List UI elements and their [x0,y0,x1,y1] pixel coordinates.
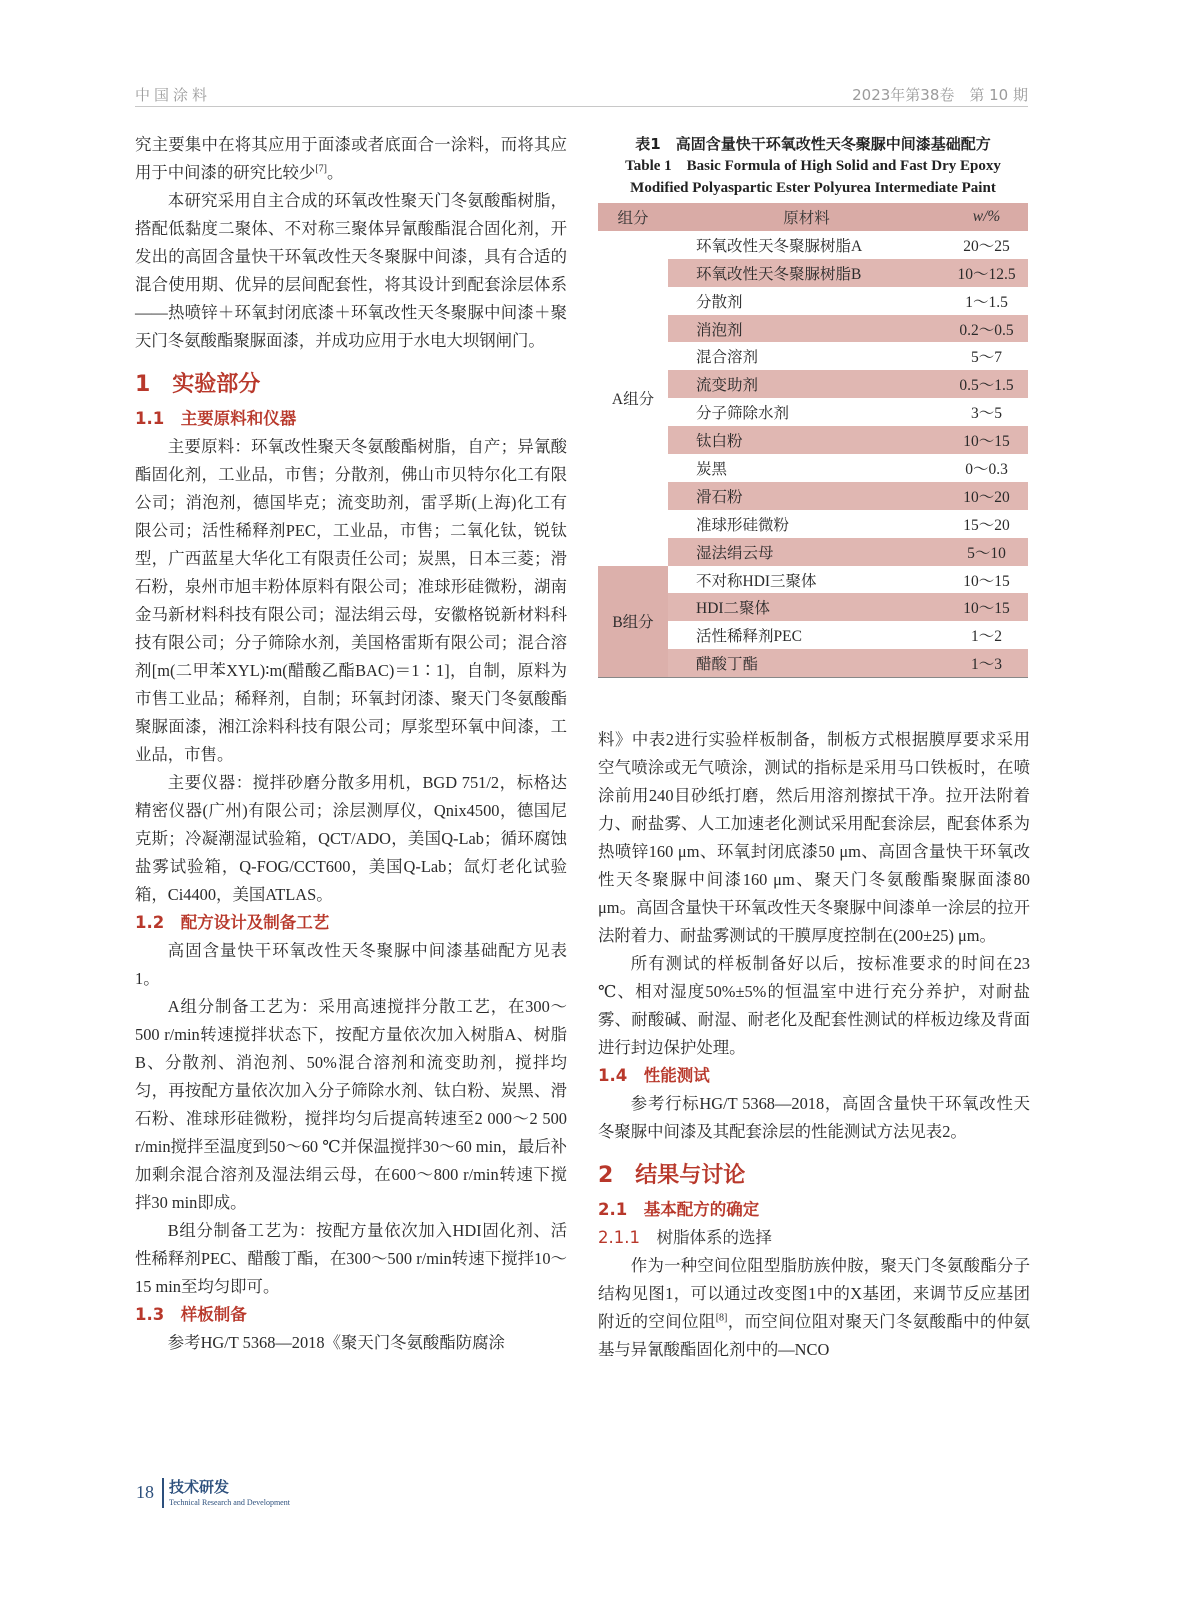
material-cell: 分子筛除水剂 [696,405,790,423]
percent-cell: 3～5 [971,405,1003,423]
material-cell: 醋酸丁酯 [668,649,945,677]
paragraph: 主要原料：环氧改性聚天冬氨酸酯树脂，自产；异氰酸酯固化剂，工业品，市售；分散剂，佛山市贝特尔化工有限公司；消泡剂，德国毕克；流变助剂，雷孚斯(上海)化工有限公司；活性稀释剂PEC，工业品，市售；二氧化钛，锐钛型，广西蓝星大华化工有限责任公司；炭黑，日本三菱；滑石粉，泉州市旭丰粉体原料有限公司；准球形硅微粉，湖南金马新材料科技有限公司；湿法绢云母，安徽格锐新材料科技有限公司；分子筛除水剂，美国格雷斯有限公司；混合溶剂[m(二甲苯XYL)∶m(醋酸乙酯BAC)＝1∶1]，自制，原料为市售工业品；稀释剂，自制；环氧封闭漆、聚天门冬氨酸酯聚脲面漆，湘江涂料科技有限公司；厚浆型环氧中间漆，工业品，市售。 [135,437,567,764]
subsection-heading: 1.1 主要原料和仪器 [135,409,297,428]
percent-cell: 1～2 [971,628,1003,646]
issue-info: 2023年第38卷 第 10 期 [852,86,1028,104]
footer-bar [162,1478,164,1508]
subsection-heading: 1.2 配方设计及制备工艺 [135,913,330,932]
footer-section-en: Technical Research and Development [169,1498,290,1507]
material-cell: 湿法绢云母 [668,538,945,566]
material-cell: 准球形硅微粉 [696,516,790,534]
right-column [598,726,1030,1364]
percent-cell: 1～3 [945,649,1028,677]
paragraph: A组分制备工艺为：采用高速搅拌分散工艺，在300～500 r/min转速搅拌状态下，按配方量依次加入树脂A、树脂B、分散剂、消泡剂、50%混合溶剂和流变助剂，搅拌均匀，再按配方量依次加入分子筛除水剂、钛白粉、炭黑、滑石粉、准球形硅微粉，搅拌均匀后提高转速至2 000～2 500 r/min搅拌至温度到50～60 ℃并保温搅拌30～60 min，最后补加剩余混合溶剂及湿法绢云母，在600～800 r/min转速下搅拌30 min即成。 [135,997,567,1212]
section-heading: 1 实验部分 [135,372,261,397]
percent-cell: 0.5～1.5 [945,370,1028,398]
material-cell: 钛白粉 [668,426,945,454]
formula-table [598,203,1028,678]
material-cell: 环氧改性天冬聚脲树脂A [696,237,863,255]
subsection-heading: 2.1 基本配方的确定 [598,1200,760,1220]
material-cell: 环氧改性天冬聚脲树脂B [668,259,945,287]
material-cell: 流变助剂 [668,370,945,398]
subsection-heading: 1.3 样板制备 [135,1305,247,1324]
group-cell: B组分 [598,566,668,678]
footer-section: 技术研发 [169,1478,230,1496]
page-number: 18 [136,1482,154,1502]
paragraph: 本研究采用自主合成的环氧改性聚天门冬氨酸酯树脂，搭配低黏度二聚体、不对称三聚体异氰酸酯混合固化剂，开发出的高固含量快干环氧改性天冬聚脲中间漆，具有合适的混合使用期、优异的层间配套性，将其设计到配套涂层体系——热喷锌＋环氧封闭底漆＋环氧改性天冬聚脲中间漆＋聚天门冬氨酸酯聚脲面漆，并成功应用于水电大坝钢闸门。 [135,191,567,350]
journal-name: 中国涂料 [135,86,212,104]
percent-cell: 1～1.5 [965,293,1008,311]
material-cell: 不对称HDI三聚体 [696,572,817,590]
subsubsection-heading: 2.1.1 树脂体系的选择 [598,1228,772,1248]
paragraph: 作为一种空间位阻型脂肪族仲胺，聚天门冬氨酸酯分子结构见图1，可以通过改变图1中的X基团，来调节反应基团附近的空间位阻[8]，而空间位阻对聚天门冬氨酸酯中的仲氨基与异氰酸酯固化剂中的—NCO [598,1256,1031,1360]
percent-cell: 10～12.5 [945,259,1028,287]
section-heading: 2 结果与讨论 [598,1163,746,1189]
table-header-row: 组分 原材料 w/% [598,203,1028,231]
material-cell: 分散剂 [696,293,743,311]
material-cell: HDI二聚体 [668,593,945,621]
table-row [598,231,1028,259]
paragraph: 所有测试的样板制备好以后，按标准要求的时间在23 ℃、相对湿度50%±5%的恒温室中进行充分养护，对耐盐雾、耐酸碱、耐湿、耐老化及配套性测试的样板边缘及背面进行封边保护处理。 [598,954,1030,1058]
percent-cell: 10～15 [945,593,1028,621]
material-cell: 活性稀释剂PEC [696,628,802,646]
material-cell: 混合溶剂 [696,349,759,367]
paragraph: B组分制备工艺为：按配方量依次加入HDI固化剂、活性稀释剂PEC、醋酸丁酯，在300～500 r/min转速下搅拌10～15 min至均匀即可。 [135,1221,567,1296]
paragraph: 参考HG/T 5368—2018《聚天门冬氨酸酯防腐涂 [167,1333,505,1352]
group-cell: A组分 [611,391,655,409]
percent-cell: 10～15 [963,572,1010,590]
material-cell: 炭黑 [696,460,728,478]
left-column [135,131,567,1357]
material-cell: 消泡剂 [668,315,945,343]
paragraph: 高固含量快干环氧改性天冬聚脲中间漆基础配方见表1。 [135,941,567,988]
header-rule [135,106,1028,107]
right-area [598,133,1031,1364]
percent-cell: 5～10 [945,538,1028,566]
table-caption: 表1 高固含量快干环氧改性天冬聚脲中间漆基础配方 Table 1 Basic Formula of High Solid and Fast Dry Epoxy Modified Polyaspartic Ester Polyurea Intermediate Paint [625,135,1001,196]
percent-cell: 20～25 [963,237,1010,255]
percent-cell: 0.2～0.5 [945,315,1028,343]
paragraph: 究主要集中在将其应用于面漆或者底面合一涂料，而将其应用于中间漆的研究比较少[7]。 [135,135,567,182]
percent-cell: 10～15 [945,426,1028,454]
table-row [598,566,1028,594]
percent-cell: 5～7 [971,349,1003,367]
subsection-heading: 1.4 性能测试 [598,1066,710,1086]
paragraph: 参考行标HG/T 5368—2018，高固含量快干环氧改性天冬聚脲中间漆及其配套涂层的性能测试方法见表2。 [598,1094,1030,1142]
percent-cell: 15～20 [963,516,1010,534]
percent-cell: 0～0.3 [965,460,1008,478]
paragraph: 料》中表2进行实验样板制备，制板方式根据膜厚要求采用空气喷涂或无气喷涂，测试的指标是采用马口铁板时，在喷涂前用240目砂纸打磨，然后用溶剂擦拭干净。拉开法附着力、耐盐雾、人工加速老化测试采用配套涂层，配套体系为热喷锌160 μm、环氧封闭底漆50 μm、高固含量快干环氧改性天冬聚脲中间漆160 μm、聚天门冬氨酸酯聚脲面漆80 μm。高固含量快干环氧改性天冬聚脲中间漆单一涂层的拉开法附着力、耐盐雾测试的干膜厚度控制在(200±25) μm。 [598,730,1030,946]
percent-cell: 10～20 [945,482,1028,510]
paragraph: 主要仪器：搅拌砂磨分散多用机，BGD 751/2，标格达精密仪器(广州)有限公司；涂层测厚仪，Qnix4500，德国尼克斯；冷凝潮湿试验箱，QCT/ADO，美国Q-Lab；循环腐蚀盐雾试验箱，Q-FOG/CCT600，美国Q-Lab；氙灯老化试验箱，Ci4400，美国ATLAS。 [135,773,567,904]
material-cell: 滑石粉 [668,482,945,510]
